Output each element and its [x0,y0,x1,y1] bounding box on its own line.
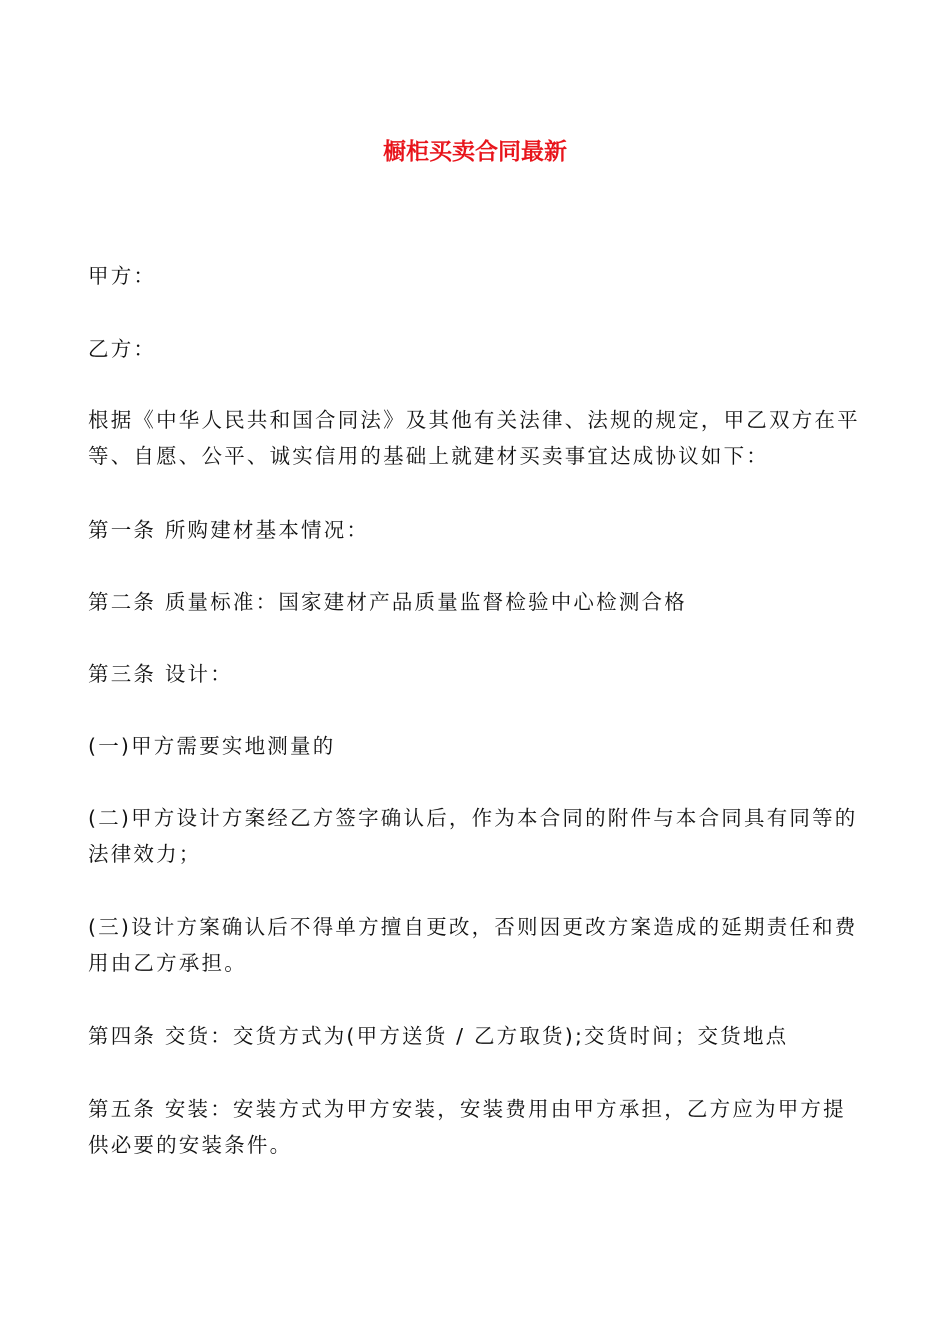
party-a-line: 甲方： [88,264,157,288]
article-2: 第二条 质量标准：国家建材产品质量监督检验中心检测合格 [88,590,687,614]
article-5: 第五条 安装：安装方式为甲方安装，安装费用由甲方承担，乙方应为甲方提供必要的安装条件。 [88,1097,846,1157]
article-3-item-3: (三)设计方案确认后不得单方擅自更改，否则因更改方案造成的延期责任和费用由乙方承担。 [88,915,858,975]
document-title: 橱柜买卖合同最新 [383,139,567,165]
preamble-paragraph: 根据《中华人民共和国合同法》及其他有关法律、法规的规定，甲乙双方在平等、自愿、公平、诚实信用的基础上就建材买卖事宜达成协议如下： [88,408,860,468]
article-3: 第三条 设计： [88,662,233,686]
article-1: 第一条 所购建材基本情况： [88,518,370,542]
article-4: 第四条 交货：交货方式为(甲方送货 / 乙方取货);交货时间；交货地点 [88,1024,789,1048]
article-3-item-2: (二)甲方设计方案经乙方签字确认后，作为本合同的附件与本合同具有同等的法律效力； [88,806,858,866]
article-3-item-1: (一)甲方需要实地测量的 [88,734,336,758]
party-b-line: 乙方： [88,337,157,361]
